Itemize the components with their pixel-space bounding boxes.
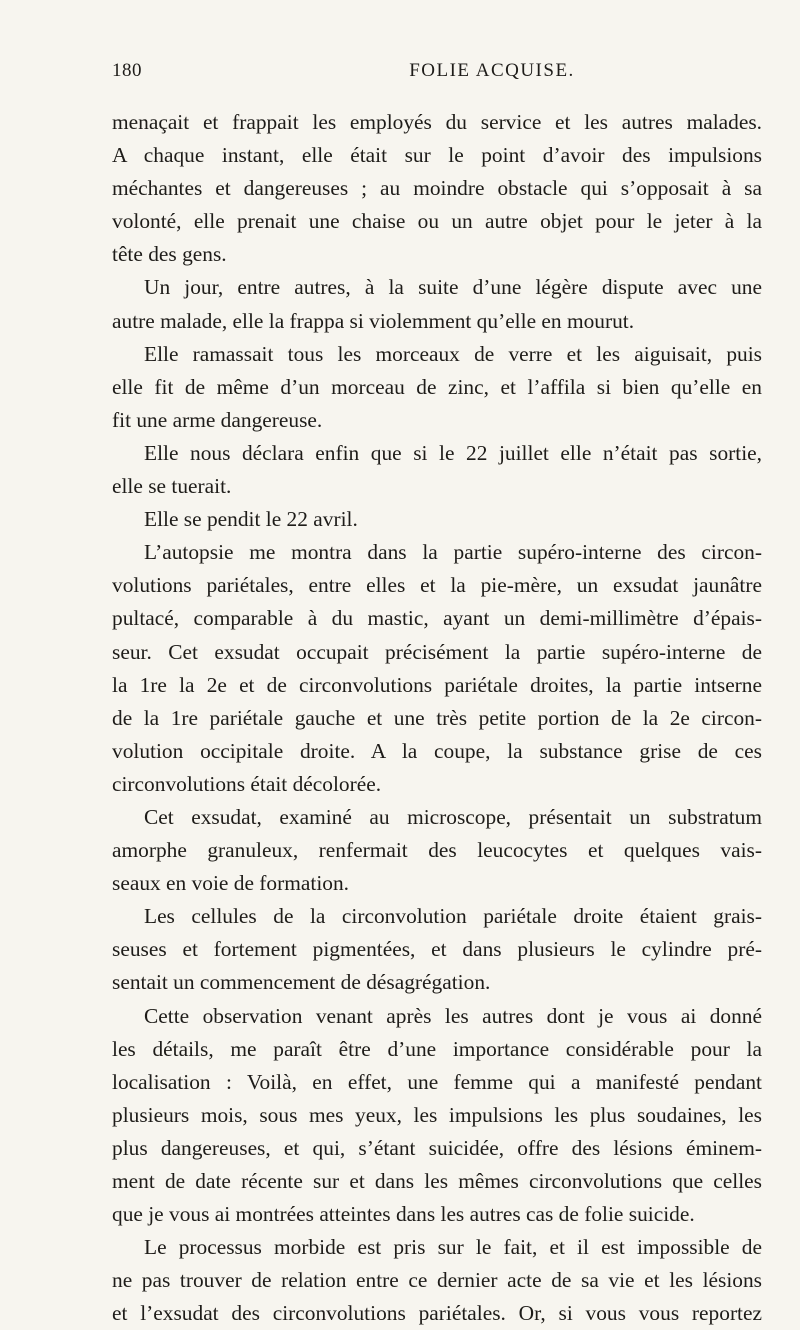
body-text [112, 106, 762, 1330]
text-line: seaux en voie de formation. [112, 871, 349, 896]
text-line: Cette observation venant après les autres dont je vous ai donné [144, 1003, 762, 1028]
text-line: A chaque instant, elle était sur le point d’avoir des impulsions [112, 143, 762, 168]
text-line: L’autopsie me montra dans la partie supéro-interne des circon- [144, 540, 762, 565]
text-line: plusieurs mois, sous mes yeux, les impulsions les plus soudaines, les [112, 1102, 762, 1127]
text-line: autre malade, elle la frappa si violemment qu’elle en mourut. [112, 308, 635, 333]
text-line: que je vous ai montrées atteintes dans les autres cas de folie suicide. [112, 1202, 695, 1227]
text-line: seur. Cet exsudat occupait précisément la partie supéro-interne de [112, 639, 762, 664]
text-line: volutions pariétales, entre elles et la pie-mère, un exsudat jaunâtre [112, 573, 762, 598]
text-line: et l’exsudat des circonvolutions pariétales. Or, si vous vous reportez [112, 1301, 762, 1326]
text-line: méchantes et dangereuses ; au moindre obstacle qui s’opposait à sa [112, 176, 762, 201]
running-title: FOLIE ACQUISE. [409, 60, 575, 81]
text-line: ne pas trouver de relation entre ce dernier acte de sa vie et les lésions [112, 1268, 762, 1293]
text-line: plus dangereuses, et qui, s’étant suicidée, offre des lésions éminem- [112, 1135, 762, 1160]
page-header [112, 60, 752, 96]
text-line: Elle nous déclara enfin que si le 22 juillet elle n’était pas sortie, [144, 440, 762, 465]
text-line: amorphe granuleux, renfermait des leucocytes et quelques vais- [112, 838, 762, 863]
text-line: sentait un commencement de désagrégation. [112, 970, 491, 995]
text-line: Elle ramassait tous les morceaux de verre et les aiguisait, puis [144, 341, 762, 366]
text-line: Un jour, entre autres, à la suite d’une légère dispute avec une [144, 275, 762, 300]
text-line: Le processus morbide est pris sur le fait, et il est impossible de [144, 1235, 762, 1260]
text-line: tête des gens. [112, 242, 227, 267]
text-line: la 1re la 2e et de circonvolutions pariétale droites, la partie intserne [112, 672, 762, 697]
text-line: circonvolutions était décolorée. [112, 771, 382, 796]
page-number: 180 [112, 60, 142, 81]
text-line: seuses et fortement pigmentées, et dans plusieurs le cylindre pré- [112, 937, 762, 962]
text-line: localisation : Voilà, en effet, une femme qui a manifesté pendant [112, 1069, 762, 1094]
text-line: Les cellules de la circonvolution pariétale droite étaient grais- [144, 904, 762, 929]
text-line: ment de date récente sur et dans les mêmes circonvolutions que celles [112, 1169, 762, 1193]
text-line: de la 1re pariétale gauche et une très petite portion de la 2e circon- [112, 705, 762, 730]
text-line: menaçait et frappait les employés du service et les autres malades. [112, 110, 762, 134]
text-line: elle fit de même d’un morceau de zinc, et l’affila si bien qu’elle en [112, 374, 762, 399]
text-line: Elle se pendit le 22 avril. [144, 507, 358, 532]
text-line: pultacé, comparable à du mastic, ayant un demi-millimètre d’épais- [112, 606, 762, 631]
text-line: les détails, me paraît être d’une importance considérable pour la [112, 1036, 762, 1061]
text-line: elle se tuerait. [112, 474, 232, 499]
text-line: volution occipitale droite. A la coupe, la substance grise de ces [112, 738, 762, 763]
text-line: volonté, elle prenait une chaise ou un autre objet pour le jeter à la [112, 209, 762, 234]
text-line: Cet exsudat, examiné au microscope, présentait un substratum [144, 804, 762, 829]
text-line: fit une arme dangereuse. [112, 407, 323, 432]
